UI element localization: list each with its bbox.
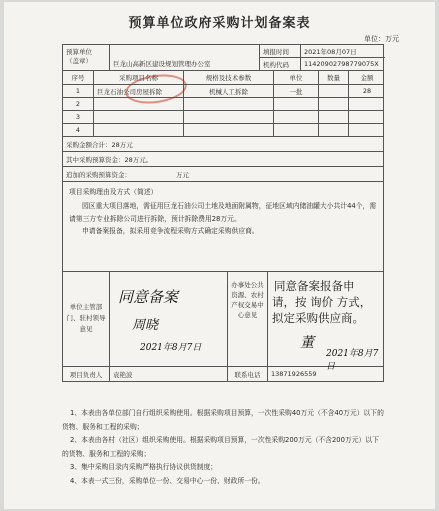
footnote-3: 3、集中采购目录内采购严格执行协议供货制度； [70,463,218,471]
office-signature: 董 [300,335,314,351]
unit-name-value: 巨龙山高新区建设规划管理办公室 [109,56,259,71]
dept-signature: 同意备案 [118,288,179,306]
document-title: 预算单位政府采购计划备案表 [128,16,311,31]
leader-name: 袁艳波 [109,367,227,381]
col-qty: 数量 [318,71,348,84]
office-text-1: 同意备案报备申 [274,279,355,293]
funds-extra: 追加的采购预算资金： [66,170,131,179]
date-label: 填报时间 [263,47,289,56]
header-row [63,45,383,71]
table-row: 2 [63,98,383,111]
dept-label: 单位主管部门、驻村领导意见 [66,303,106,333]
dept-signature-2: 周晓 [132,318,159,333]
reason-title: 项目采购理由及方式（简述） [69,188,158,196]
unit-name-label: 预算单位 （盖章） [66,48,92,65]
office-text-3: 拟定采购供应商。 [272,311,364,325]
leader-label: 项目负责人 [69,370,103,379]
dept-date: 2021年8月7日 [140,343,202,353]
funds-budget: 其中采购预算资金：28万元。 [66,155,153,164]
footnote-4: 4、本表一式三份，采购单位一份、交易中心一份、财政所一份。 [70,476,265,485]
document-page [4,2,435,509]
phone-label: 联系电话 [227,367,267,381]
reason-text: 园区重大项目落地，需征用巨龙石油公司土地及地面附属物，征地区域内储油罐大小共计44个，需请第三方专业拆除公司进行拆除，预计拆除费用28万元。 申请备案报备，拟采用竞争流程采购方式确定采购供应商。 [69,202,377,235]
code-value: 11420902798779075X [300,58,386,70]
approval-row [63,272,383,372]
office-date: 2021年8月7日 [326,349,379,372]
unit-label: 单位：万元 [364,35,399,43]
table-row: 3 [63,111,383,124]
col-spec: 规格及技术参数 [183,71,273,84]
reason-section [63,182,383,272]
phone-value: 13871926559 [267,367,385,381]
col-name: 采购项目名称 [93,71,183,84]
items-header-row [63,71,383,85]
filing-table [62,44,384,382]
date-value: 2021年08月07日 [300,45,386,57]
funds-extra-unit: 万元 [176,170,189,179]
leader-row [63,367,383,381]
col-seq: 序号 [71,74,85,82]
code-label: 机构代码 [263,60,289,69]
funds-budget-row [63,152,383,167]
office-label: 办事处公共资源、农村产权交易中心意见 [227,272,267,366]
footnotes [62,407,384,488]
table-row: 4 [63,124,383,137]
office-text-2: 请，按 询价 方式， [272,295,372,309]
funds-total: 采购金额合计：28万元 [66,140,133,149]
table-row: 1 巨龙石油公司房屋拆除 机械人工拆除 一批 28 [63,85,383,98]
footnote-1: 1、本表由各单位部门自行组织采购使用。根据采购项目预算，一次性采购40万元（不含40万元）以下的货物、服务和工程的采购； [62,409,384,431]
footnote-2: 2、本表由各村（社区）组织采购使用。根据采购项目预算，一次性采购200万元（不含200万元）以下的货物、服务和工程的采购； [62,436,379,458]
col-amount: 金额 [348,71,385,84]
funds-total-row [63,137,383,152]
funds-extra-row [63,167,383,182]
col-unit: 单位 [273,71,318,84]
